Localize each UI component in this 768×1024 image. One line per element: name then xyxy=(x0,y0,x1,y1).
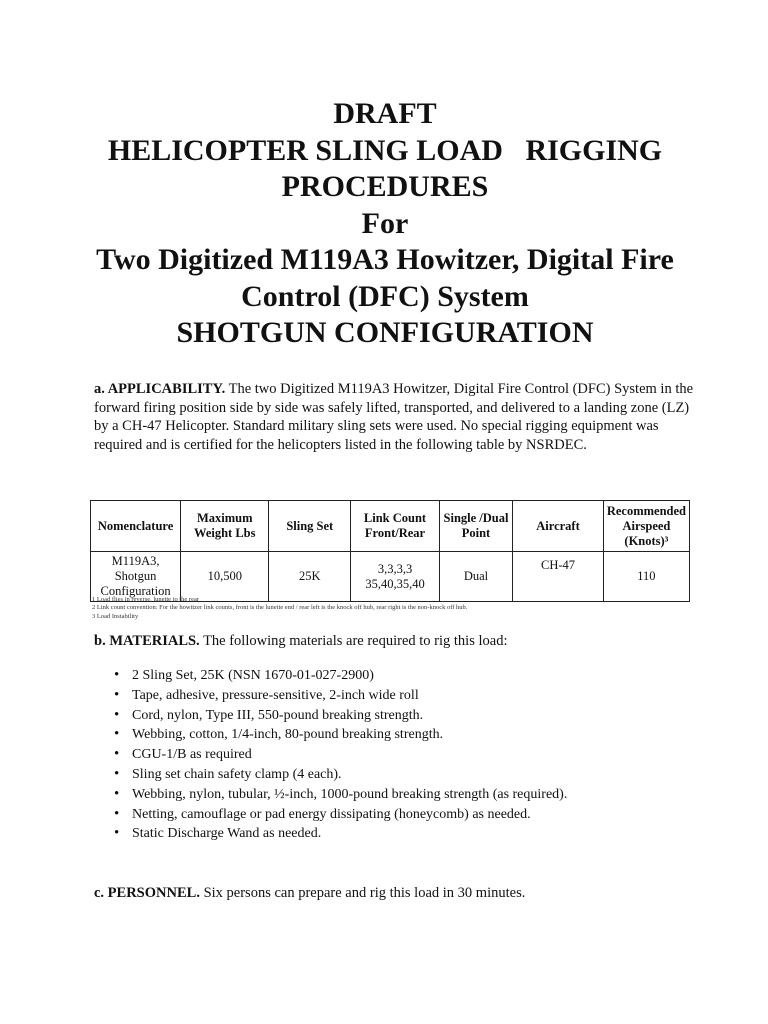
list-item: • Tape, adhesive, pressure-sensitive, 2-inch wide roll xyxy=(132,686,732,706)
header-text: Weight Lbs xyxy=(194,526,256,540)
header-text: Recommended xyxy=(606,503,686,518)
personnel-text: Six persons can prepare and rig this load in 30 minutes. xyxy=(203,885,526,901)
header-text: Sling Set xyxy=(286,518,334,533)
cell-text: 35,40,35,40 xyxy=(365,576,425,591)
header-text: Single /Dual xyxy=(443,511,509,525)
materials-intro: The following materials are required to rig this load: xyxy=(203,633,508,649)
applicability-section xyxy=(94,380,694,454)
list-item: • Netting, camouflage or pad energy dissipating (honeycomb) as needed. xyxy=(132,805,732,825)
header-nomenclature xyxy=(91,501,181,552)
title-line: HELICOPTER SLING LOAD RIGGING xyxy=(107,133,663,167)
cell-text: CH-47 xyxy=(540,558,576,572)
cell-text: M119A3, xyxy=(111,554,160,568)
cell-text: 110 xyxy=(637,569,656,583)
list-item: • Static Discharge Wand as needed. xyxy=(132,824,732,844)
rigging-table xyxy=(90,500,690,602)
title-line: PROCEDURES xyxy=(281,170,489,203)
table-footnotes xyxy=(92,596,712,621)
list-item: • Webbing, cotton, 1/4-inch, 80-pound breaking strength. xyxy=(132,725,732,745)
list-item: • Webbing, nylon, tubular, ½-inch, 1000-pound breaking strength (as required). xyxy=(132,785,732,805)
header-text: Maximum xyxy=(196,511,253,525)
materials-section xyxy=(94,632,694,651)
cell-text: 25K xyxy=(299,569,321,583)
cell-max-weight xyxy=(181,552,269,602)
document-title xyxy=(40,96,730,352)
header-max-weight xyxy=(181,501,269,552)
cell-text: Configuration xyxy=(100,584,171,598)
list-item: • Cord, nylon, Type III, 550-pound breaking strength. xyxy=(132,706,732,726)
header-airspeed xyxy=(603,501,689,552)
footnote: 2 Link count convention: For the howitzer link counts, front is the lunette end / rear left is the knock off hub, rear right is the non-knock off hub. xyxy=(92,604,468,612)
list-item: • Sling set chain safety clamp (4 each). xyxy=(132,765,732,785)
footnote: 3 Load Instability xyxy=(92,612,139,620)
cell-airspeed xyxy=(603,552,689,602)
personnel-heading: c. PERSONNEL. xyxy=(94,885,200,901)
applicability-text: The two Digitized M119A3 Howitzer, Digital Fire Control (DFC) System in the forward firing position side by side was safely lifted, transported, and delivered to a landing zone (LZ) by a CH-47 Helicopter. Standard military sling sets were used. No special rigging equipment was required and is certified for the helicopters listed in the following table by NSRDEC. xyxy=(94,381,694,453)
materials-list xyxy=(94,666,732,844)
cell-aircraft xyxy=(513,552,604,602)
cell-single-dual xyxy=(439,552,512,602)
title-line: Two Digitized M119A3 Howitzer, Digital Fire xyxy=(96,243,674,276)
header-text: Front/Rear xyxy=(364,526,426,540)
title-line: Control (DFC) System xyxy=(241,279,529,313)
cell-nomenclature xyxy=(91,552,181,602)
title-line: SHOTGUN CONFIGURATION xyxy=(176,316,594,349)
header-text: Link Count xyxy=(363,511,427,525)
cell-text: 10,500 xyxy=(207,569,242,583)
cell-link-count xyxy=(351,552,440,602)
header-single-dual xyxy=(439,501,512,552)
list-item: • CGU-1/B as required xyxy=(132,745,732,765)
header-text: (Knots)³ xyxy=(624,533,669,548)
cell-text: 3,3,3,3 xyxy=(377,561,413,576)
header-sling-set xyxy=(269,501,351,552)
title-line: For xyxy=(361,206,409,240)
list-item: • 2 Sling Set, 25K (NSN 1670-01-027-2900) xyxy=(132,666,732,686)
header-text: Airspeed xyxy=(622,518,671,533)
header-text: Nomenclature xyxy=(97,518,174,533)
personnel-section xyxy=(94,884,694,903)
table-row xyxy=(91,552,690,602)
header-link-count xyxy=(351,501,440,552)
table-header-row xyxy=(91,501,690,552)
materials-heading: b. MATERIALS. xyxy=(94,633,200,649)
title-line: DRAFT xyxy=(333,97,437,130)
header-text: Point xyxy=(461,526,491,540)
header-text: Aircraft xyxy=(536,518,580,533)
cell-sling-set xyxy=(269,552,351,602)
applicability-heading: a. APPLICABILITY. xyxy=(94,381,226,397)
footnote: 1 Load flies in reverse, lunette to the rear xyxy=(92,596,200,603)
cell-text: Dual xyxy=(463,569,489,583)
header-aircraft xyxy=(513,501,604,552)
cell-text: Shotgun xyxy=(114,569,157,583)
